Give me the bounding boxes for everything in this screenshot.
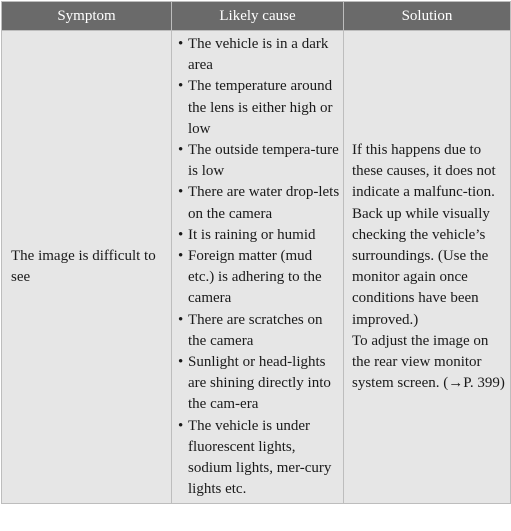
bullet-icon: •	[178, 36, 184, 52]
bullet-icon: •	[178, 78, 184, 95]
table-row	[2, 31, 511, 504]
symptom-cell: The image is difficult to see	[2, 31, 172, 504]
cause-text: There are water drop-lets on the camera	[188, 184, 340, 222]
list-item	[178, 310, 341, 352]
cause-text: The outside tempera-ture is low	[188, 142, 339, 180]
solution-paragraph: To adjust the image on the rear view monitor system screen. (→P. 399)	[352, 332, 505, 392]
list-item	[178, 416, 341, 501]
list-item	[178, 140, 341, 182]
solution-paragraph: If this happens due to these causes, it does not indicate a malfunc-tion.	[352, 142, 496, 201]
solution-paragraph: Back up while visually checking the vehicle’s surroundings. (Use the monitor again once conditions have been improved.)	[352, 205, 490, 328]
cause-text: There are scratches on the camera	[188, 311, 323, 349]
bullet-icon: •	[178, 354, 184, 371]
solution-cell	[344, 31, 511, 504]
header-solution: Solution	[344, 2, 511, 31]
cause-text: Sunlight or head-lights are shining directly into the cam-era	[188, 354, 331, 413]
list-item	[178, 225, 341, 246]
bullet-icon: •	[178, 311, 184, 328]
bullet-icon: •	[178, 417, 184, 434]
cause-text: The vehicle is in a dark area	[188, 36, 329, 74]
header-likely-cause: Likely cause	[172, 2, 344, 31]
list-item	[178, 182, 341, 224]
list-item	[178, 352, 341, 416]
list-item	[178, 246, 341, 310]
bullet-icon: •	[178, 184, 184, 201]
cause-text: The vehicle is under fluorescent lights, sodium lights, mer-cury lights etc.	[188, 417, 332, 498]
cause-text: The temperature around the lens is either high or low	[188, 78, 333, 137]
likely-cause-cell	[172, 31, 344, 504]
list-item	[178, 34, 341, 76]
cause-list	[178, 34, 341, 500]
bullet-icon: •	[178, 226, 184, 243]
header-symptom: Symptom	[2, 2, 172, 31]
header-row	[2, 2, 511, 31]
cause-text: It is raining or humid	[188, 226, 316, 243]
troubleshooting-table	[1, 1, 511, 504]
bullet-icon: •	[178, 248, 184, 265]
list-item	[178, 76, 341, 140]
cause-text: Foreign matter (mud etc.) is adhering to the camera	[188, 248, 322, 307]
bullet-icon: •	[178, 142, 184, 159]
